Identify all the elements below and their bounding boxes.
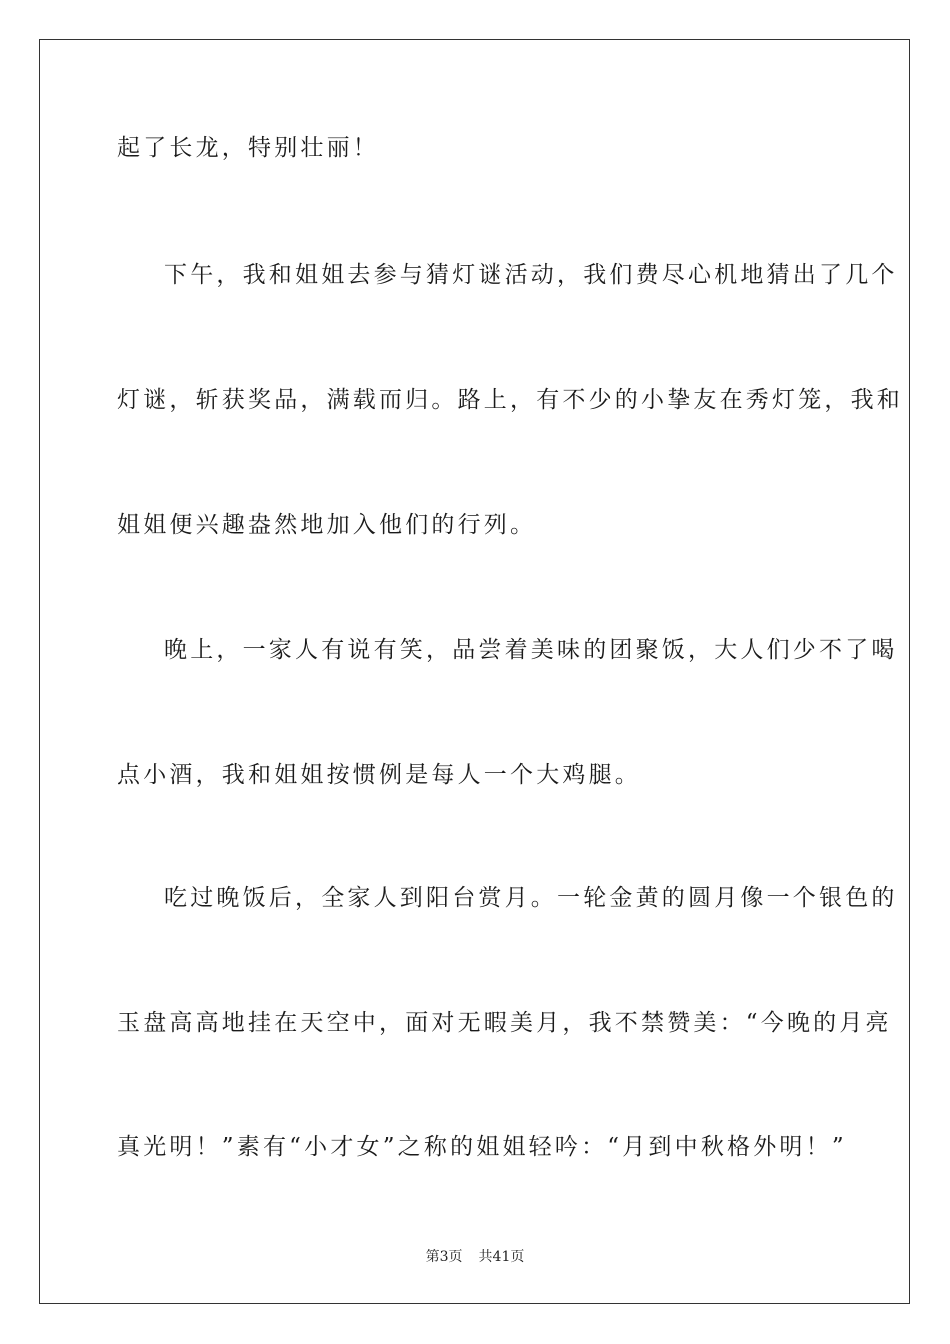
page-number: 第3页: [425, 1249, 463, 1265]
text-line-2: 下午，我和姐姐去参与猜灯谜活动，我们费尽心机地猜出了几个: [164, 262, 898, 288]
text-line-8: 玉盘高高地挂在天空中，面对无暇美月，我不禁赞美：“今晚的月亮: [117, 1010, 892, 1036]
text-line-6: 点小酒，我和姐姐按惯例是每人一个大鸡腿。: [117, 762, 641, 788]
text-line-5: 晚上，一家人有说有笑，品尝着美味的团聚饭，大人们少不了喝: [164, 637, 898, 663]
page-border: [39, 39, 910, 1304]
text-line-3: 灯谜，斩获奖品，满载而归。路上，有不少的小挚友在秀灯笼，我和: [117, 387, 903, 413]
page-footer: [0, 1245, 950, 1269]
text-line-7: 吃过晚饭后，全家人到阳台赏月。一轮金黄的圆月像一个银色的: [164, 885, 898, 911]
text-line-1: 起了长龙，特别壮丽！: [117, 135, 379, 161]
text-line-9: 真光明！”素有“小才女”之称的姐姐轻吟：“月到中秋格外明！”: [117, 1134, 847, 1160]
page-total: 共41页: [478, 1249, 525, 1265]
text-line-4: 姐姐便兴趣盎然地加入他们的行列。: [117, 512, 537, 538]
